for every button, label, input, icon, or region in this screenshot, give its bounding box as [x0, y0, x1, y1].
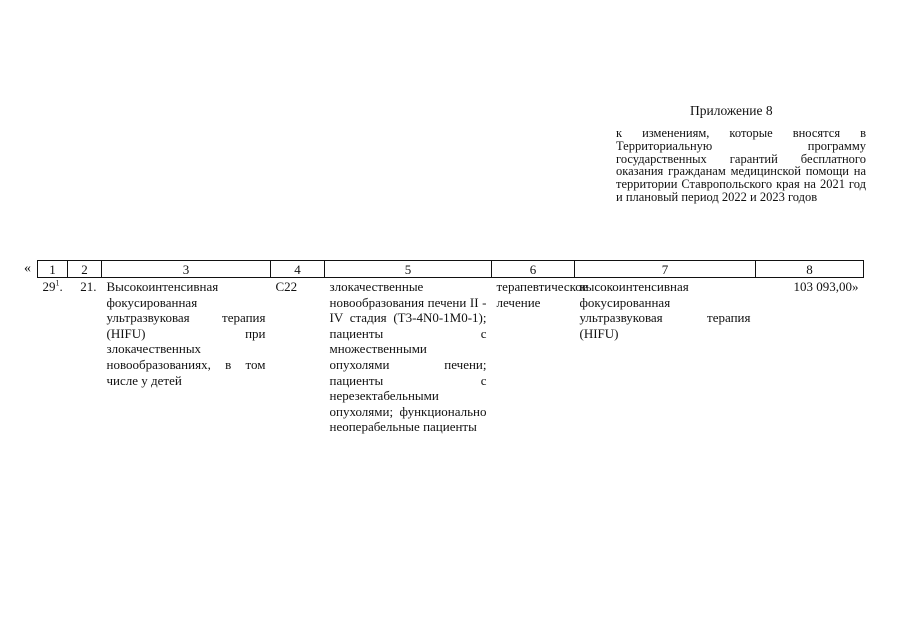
- group-number-superscript: 1: [55, 278, 60, 288]
- header-col-6: 6: [492, 261, 575, 278]
- cell-method-number: 21.: [80, 279, 97, 294]
- header-col-4: 4: [271, 261, 325, 278]
- table-row: [38, 278, 864, 435]
- appendix-subtitle: к изменениям, которые вносятся в Территориальную программу государственных гарантий бесплатного оказания гражданам медицинской помощи на территории Ставропольского края на 2021 год и плановый период 2022 и 2023 годов: [616, 126, 866, 204]
- cell-cost: [756, 278, 864, 435]
- tariff-table: [37, 260, 864, 435]
- opening-quote: «: [24, 261, 31, 276]
- group-number-dot: .: [59, 279, 63, 294]
- header-col-3: 3: [102, 261, 271, 278]
- header-col-8: 8: [756, 261, 864, 278]
- cell-treatment-type: терапевтическое лечение: [496, 279, 588, 310]
- cell-icd-code: C22: [275, 279, 298, 294]
- cost-value: 103 093,00: [793, 279, 852, 294]
- cell-treatment-method: высокоинтенсивная фокусированная ультразвуковая терапия (HIFU): [579, 279, 751, 341]
- cell-patient-model: злокачественные новообразования печени II - IV стадия (T3-4N0-1M0-1); пациенты с множественными опухолями печени; пациенты с нерезектабельными опухолями; функционально неоперабельные пациенты: [329, 279, 487, 435]
- header-col-7: 7: [575, 261, 756, 278]
- appendix-title: Приложение 8: [690, 103, 773, 118]
- table-header-row: [38, 261, 864, 278]
- header-col-1: 1: [38, 261, 68, 278]
- cell-group-number: [38, 278, 68, 435]
- header-col-5: 5: [325, 261, 492, 278]
- group-number-main: 29: [42, 279, 56, 294]
- closing-quote: »: [852, 279, 859, 294]
- cell-method-name: Высокоинтенсивная фокусированная ультразвуковая терапия (HIFU) при злокачественных новообразованиях, в том числе у детей: [106, 279, 266, 388]
- header-col-2: 2: [68, 261, 102, 278]
